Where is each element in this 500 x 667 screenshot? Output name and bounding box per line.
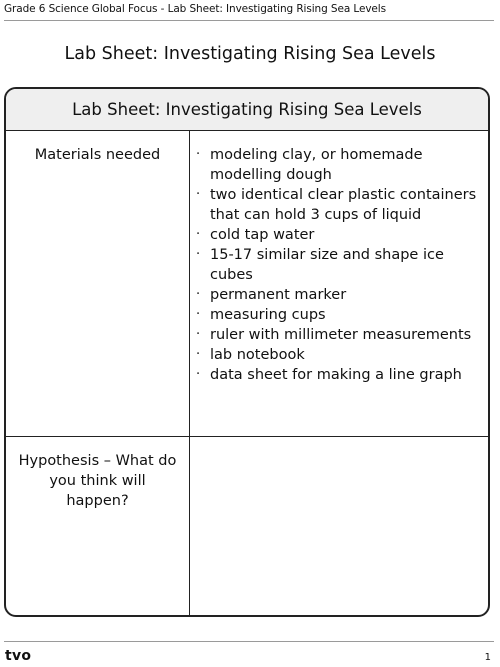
table-heading: Lab Sheet: Investigating Rising Sea Levels bbox=[6, 89, 488, 131]
material-text: data sheet for making a line graph bbox=[210, 367, 462, 383]
running-header: Grade 6 Science Global Focus - Lab Sheet: Investigating Rising Sea Levels bbox=[4, 3, 386, 15]
hypothesis-response-area[interactable] bbox=[190, 437, 488, 616]
page-title: Lab Sheet: Investigating Rising Sea Levels bbox=[64, 44, 436, 64]
list-item bbox=[196, 185, 482, 225]
bullet-icon: · bbox=[196, 187, 201, 202]
bullet-icon: · bbox=[196, 227, 201, 242]
bullet-icon: · bbox=[196, 367, 201, 382]
material-text: measuring cups bbox=[210, 307, 326, 323]
hypothesis-label: Hypothesis – What do you think will happen? bbox=[6, 437, 190, 616]
hypothesis-row bbox=[6, 437, 488, 616]
material-text: cold tap water bbox=[210, 227, 315, 243]
materials-label: Materials needed bbox=[6, 131, 190, 436]
lab-sheet-table bbox=[4, 87, 490, 617]
material-text: lab notebook bbox=[210, 347, 305, 363]
list-item bbox=[196, 365, 482, 385]
bullet-icon: · bbox=[196, 307, 201, 322]
list-item bbox=[196, 225, 482, 245]
list-item bbox=[196, 325, 482, 345]
list-item bbox=[196, 145, 482, 185]
bullet-icon: · bbox=[196, 327, 201, 342]
bullet-icon: · bbox=[196, 287, 201, 302]
list-item bbox=[196, 285, 482, 305]
materials-cell bbox=[190, 131, 488, 436]
tvo-logo: tvo bbox=[5, 648, 32, 664]
material-text: ruler with millimeter measurements bbox=[210, 327, 472, 343]
material-text: modeling clay, or homemade modelling dough bbox=[210, 147, 423, 183]
header-divider bbox=[4, 20, 494, 21]
materials-list bbox=[196, 145, 482, 385]
material-text: permanent marker bbox=[210, 287, 347, 303]
footer-divider bbox=[4, 641, 494, 642]
material-text: two identical clear plastic containers that can hold 3 cups of liquid bbox=[210, 187, 477, 223]
bullet-icon: · bbox=[196, 347, 201, 362]
bullet-icon: · bbox=[196, 147, 201, 162]
material-text: 15-17 similar size and shape ice cubes bbox=[210, 247, 444, 283]
list-item bbox=[196, 345, 482, 365]
list-item bbox=[196, 305, 482, 325]
list-item bbox=[196, 245, 482, 285]
materials-row bbox=[6, 131, 488, 437]
bullet-icon: · bbox=[196, 247, 201, 262]
page-number: 1 bbox=[484, 652, 491, 663]
